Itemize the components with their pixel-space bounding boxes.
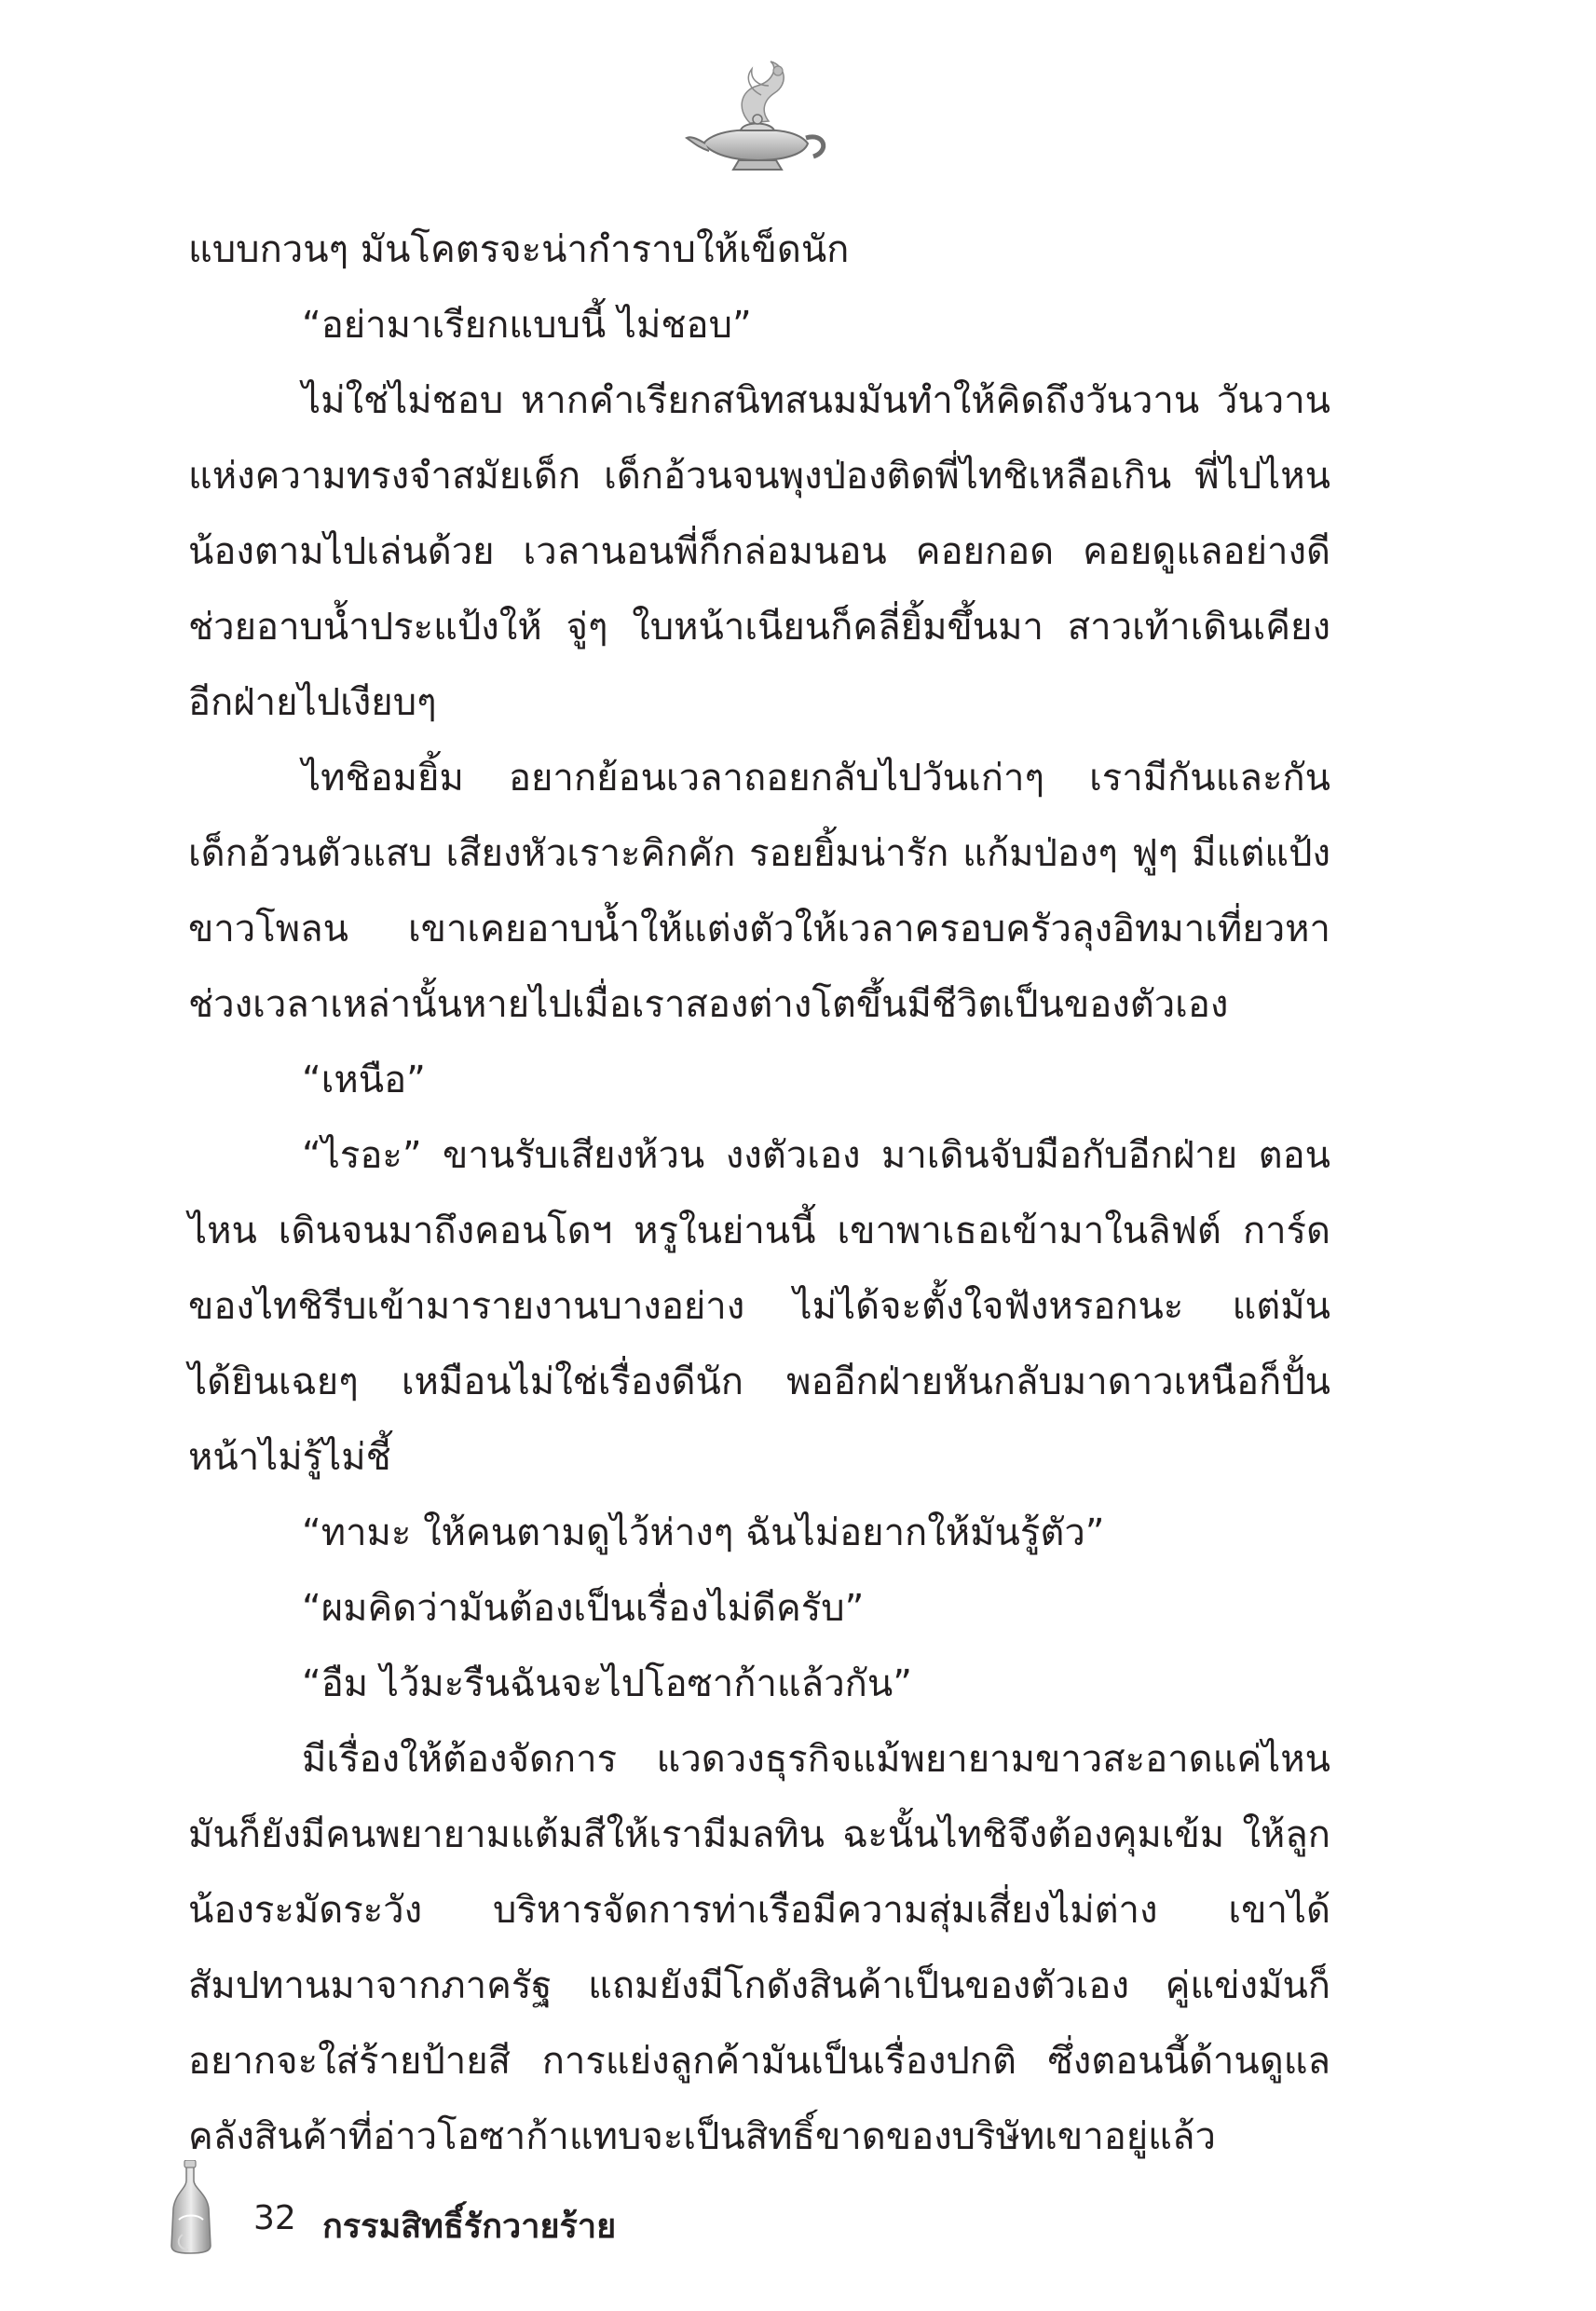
- perfume-bottle-icon: [166, 2160, 218, 2257]
- paragraph: ไทชิอมยิ้ม อยากย้อนเวลาถอยกลับไปวันเก่าๆ เรามีกันและกัน เด็กอ้วนตัวแสบ เสียงหัวเราะคิกคัก รอยยิ้มน่ารัก แก้มป่องๆ ฟูๆ มีแต่แป้งขาวโพลน เขาเคยอาบน้ำให้แต่งตัวให้เวลาครอบครัวลุงอิทมาเที่ยวหา ช่วงเวลาเหล่านั้นหายไปเมื่อเราสองต่างโตขึ้นมีชีวิตเป็นของตัวเอง: [188, 757, 1330, 1026]
- page-number: 32: [253, 2199, 296, 2237]
- paragraph: ไม่ใช่ไม่ชอบ หากคำเรียกสนิทสนมมันทำให้คิดถึงวันวาน วันวานแห่งความทรงจำสมัยเด็ก เด็กอ้วนจนพุงป่องติดพี่ไทชิเหลือเกิน พี่ไปไหนน้องตามไปเล่นด้วย เวลานอนพี่ก็กล่อมนอน คอยกอด คอยดูแลอย่างดี ช่วยอาบน้ำประแป้งให้ จู่ๆ ใบหน้าเนียนก็คลี่ยิ้มขึ้นมา สาวเท้าเดินเคียงอีกฝ่ายไปเงียบๆ: [188, 379, 1330, 724]
- book-title: กรรมสิทธิ์รักวายร้าย: [322, 2208, 617, 2246]
- paragraph: มีเรื่องให้ต้องจัดการ แวดวงธุรกิจแม้พยายามขาวสะอาดแค่ไหน มันก็ยังมีคนพยายามแต้มสีให้เรามีมลทิน ฉะนั้นไทชิจึงต้องคุมเข้ม ให้ลูกน้องระมัดระวัง บริหารจัดการท่าเรือมีความสุ่มเสี่ยงไม่ต่าง เขาได้สัมปทานมาจากภาครัฐ แถมยังมีโกดังสินค้าเป็นของตัวเอง คู่แข่งมันก็อยากจะใส่ร้ายป้ายสี การแย่งลูกค้ามันเป็นเรื่องปกติ ซึ่งตอนนี้ด้านดูแลคลังสินค้าที่อ่าวโอซาก้าแทบจะเป็นสิทธิ์ขาดของบริษัทเขาอยู่แล้ว: [188, 1738, 1330, 2158]
- paragraph: “ไรอะ” ขานรับเสียงห้วน งงตัวเอง มาเดินจับมือกับอีกฝ่าย ตอนไหน เดินจนมาถึงคอนโดฯ หรูในย่านนี้ เขาพาเธอเข้ามาในลิฟต์ การ์ดของไทชิรีบเข้ามารายงานบางอย่าง ไม่ได้จะตั้งใจฟังหรอกนะ แต่มันได้ยินเฉยๆ เหมือนไม่ใช่เรื่องดีนัก พออีกฝ่ายหันกลับมาดาวเหนือก็ปั้นหน้าไม่รู้ไม่ชี้: [188, 1134, 1330, 1479]
- page-footer: [166, 2160, 725, 2263]
- paragraph: “ทามะ ให้คนตามดูไว้ห่างๆ ฉันไม่อยากให้มันรู้ตัว”: [302, 1511, 1105, 1554]
- paragraph: “เหนือ”: [302, 1059, 426, 1101]
- genie-lamp-icon: [685, 58, 834, 179]
- paragraph: “อย่ามาเรียกแบบนี้ ไม่ชอบ”: [302, 304, 752, 347]
- paragraph: “ผมคิดว่ามันต้องเป็นเรื่องไม่ดีครับ”: [302, 1587, 865, 1630]
- paragraph: “อืม ไว้มะรืนฉันจะไปโอซาก้าแล้วกัน”: [302, 1662, 912, 1705]
- paragraph: แบบกวนๆ มันโคตรจะน่ากำราบให้เข็ดนัก: [188, 228, 850, 271]
- body-text: [188, 212, 1330, 2175]
